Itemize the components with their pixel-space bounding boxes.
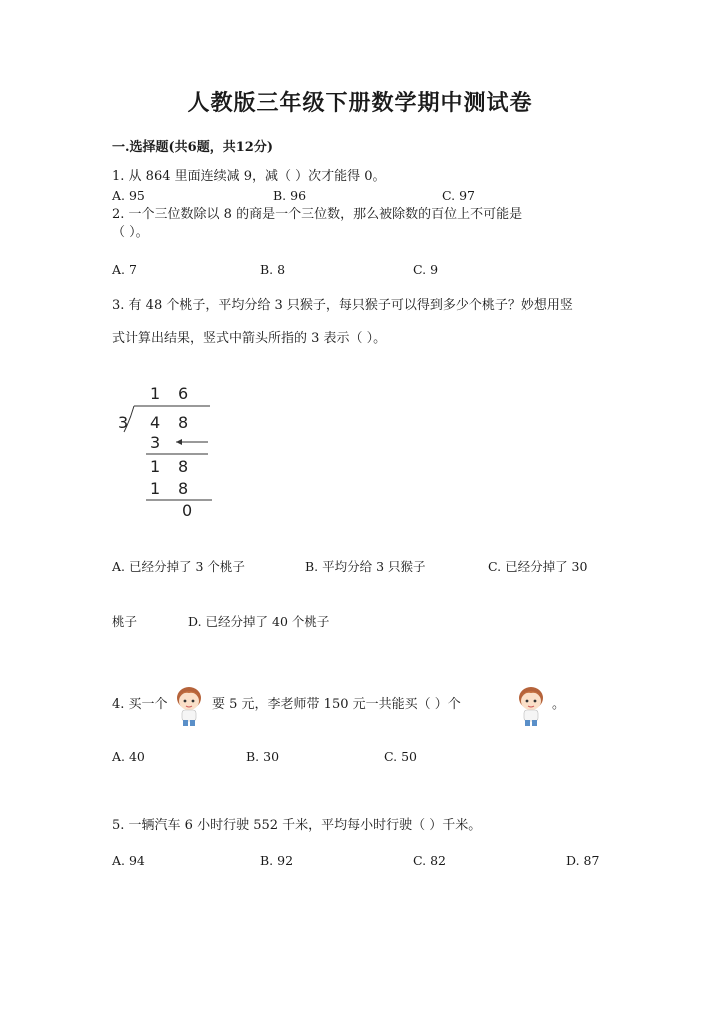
arrow-left-icon — [176, 439, 182, 445]
question-2-option-a[interactable]: A. 7 — [112, 262, 137, 277]
question-3-option-b[interactable]: B. 平均分给 3 只猴子 — [305, 559, 426, 574]
question-2-option-c[interactable]: C. 9 — [413, 262, 439, 277]
step-2-digit: 8 — [178, 457, 189, 476]
question-2-option-b[interactable]: B. 8 — [260, 262, 286, 277]
doll-icon — [170, 684, 208, 728]
page-title: 人教版三年级下册数学期中测试卷 — [187, 90, 533, 116]
doll-icon — [512, 684, 550, 728]
question-1-option-b[interactable]: B. 96 — [273, 188, 307, 203]
step-3-digit: 8 — [178, 479, 189, 498]
section-heading: 一.选择题(共6题，共12分) — [112, 140, 273, 155]
step-2-digit: 1 — [150, 457, 161, 476]
question-2-text-line1: 2. 一个三位数除以 8 的商是一个三位数，那么被除数的百位上不可能是 — [112, 207, 523, 222]
dividend-digit: 8 — [178, 413, 189, 432]
question-5-option-b[interactable]: B. 92 — [260, 853, 294, 868]
question-3-text-line1: 3. 有 48 个桃子，平均分给 3 只猴子，每只猴子可以得到多少个桃子？妙想用竖 — [112, 298, 573, 313]
dividend-digit: 4 — [150, 413, 161, 432]
quotient-digit: 6 — [178, 384, 189, 403]
question-4-option-a[interactable]: A. 40 — [112, 749, 145, 764]
question-2-text-line2: （ ）。 — [112, 225, 149, 240]
question-1-option-a[interactable]: A. 95 — [112, 188, 145, 203]
question-5-option-d[interactable]: D. 87 — [566, 853, 600, 868]
question-4-option-c[interactable]: C. 50 — [384, 749, 417, 764]
step-1-digit: 3 — [150, 433, 161, 452]
question-1-option-c[interactable]: C. 97 — [442, 188, 475, 203]
divisor: 3 — [118, 413, 129, 432]
remainder: 0 — [182, 501, 193, 520]
question-3-option-c-cont: 桃子 — [112, 614, 138, 629]
quotient-digit: 1 — [150, 384, 161, 403]
question-5-option-a[interactable]: A. 94 — [112, 853, 145, 868]
question-4-text-part3: 。 — [552, 697, 566, 712]
question-4-text-part1: 4. 买一个 — [112, 697, 168, 712]
question-4-option-b[interactable]: B. 30 — [246, 749, 280, 764]
question-5-text: 5. 一辆汽车 6 小时行驶 552 千米，平均每小时行驶（ ）千米。 — [112, 818, 482, 833]
question-5-option-c[interactable]: C. 82 — [413, 853, 446, 868]
question-3-option-a[interactable]: A. 已经分掉了 3 个桃子 — [112, 559, 245, 574]
question-4-text-part2: 要 5 元，李老师带 150 元一共能买（ ）个 — [212, 697, 461, 712]
question-3-text-line2: 式计算出结果，竖式中箭头所指的 3 表示（ ）。 — [112, 331, 387, 346]
step-3-digit: 1 — [150, 479, 161, 498]
question-3-option-d[interactable]: D. 已经分掉了 40 个桃子 — [188, 614, 330, 629]
long-division-figure — [112, 380, 222, 520]
question-1-text: 1. 从 864 里面连续减 9，减（ ）次才能得 0。 — [112, 169, 386, 184]
question-3-option-c[interactable]: C. 已经分掉了 30 — [488, 559, 588, 574]
